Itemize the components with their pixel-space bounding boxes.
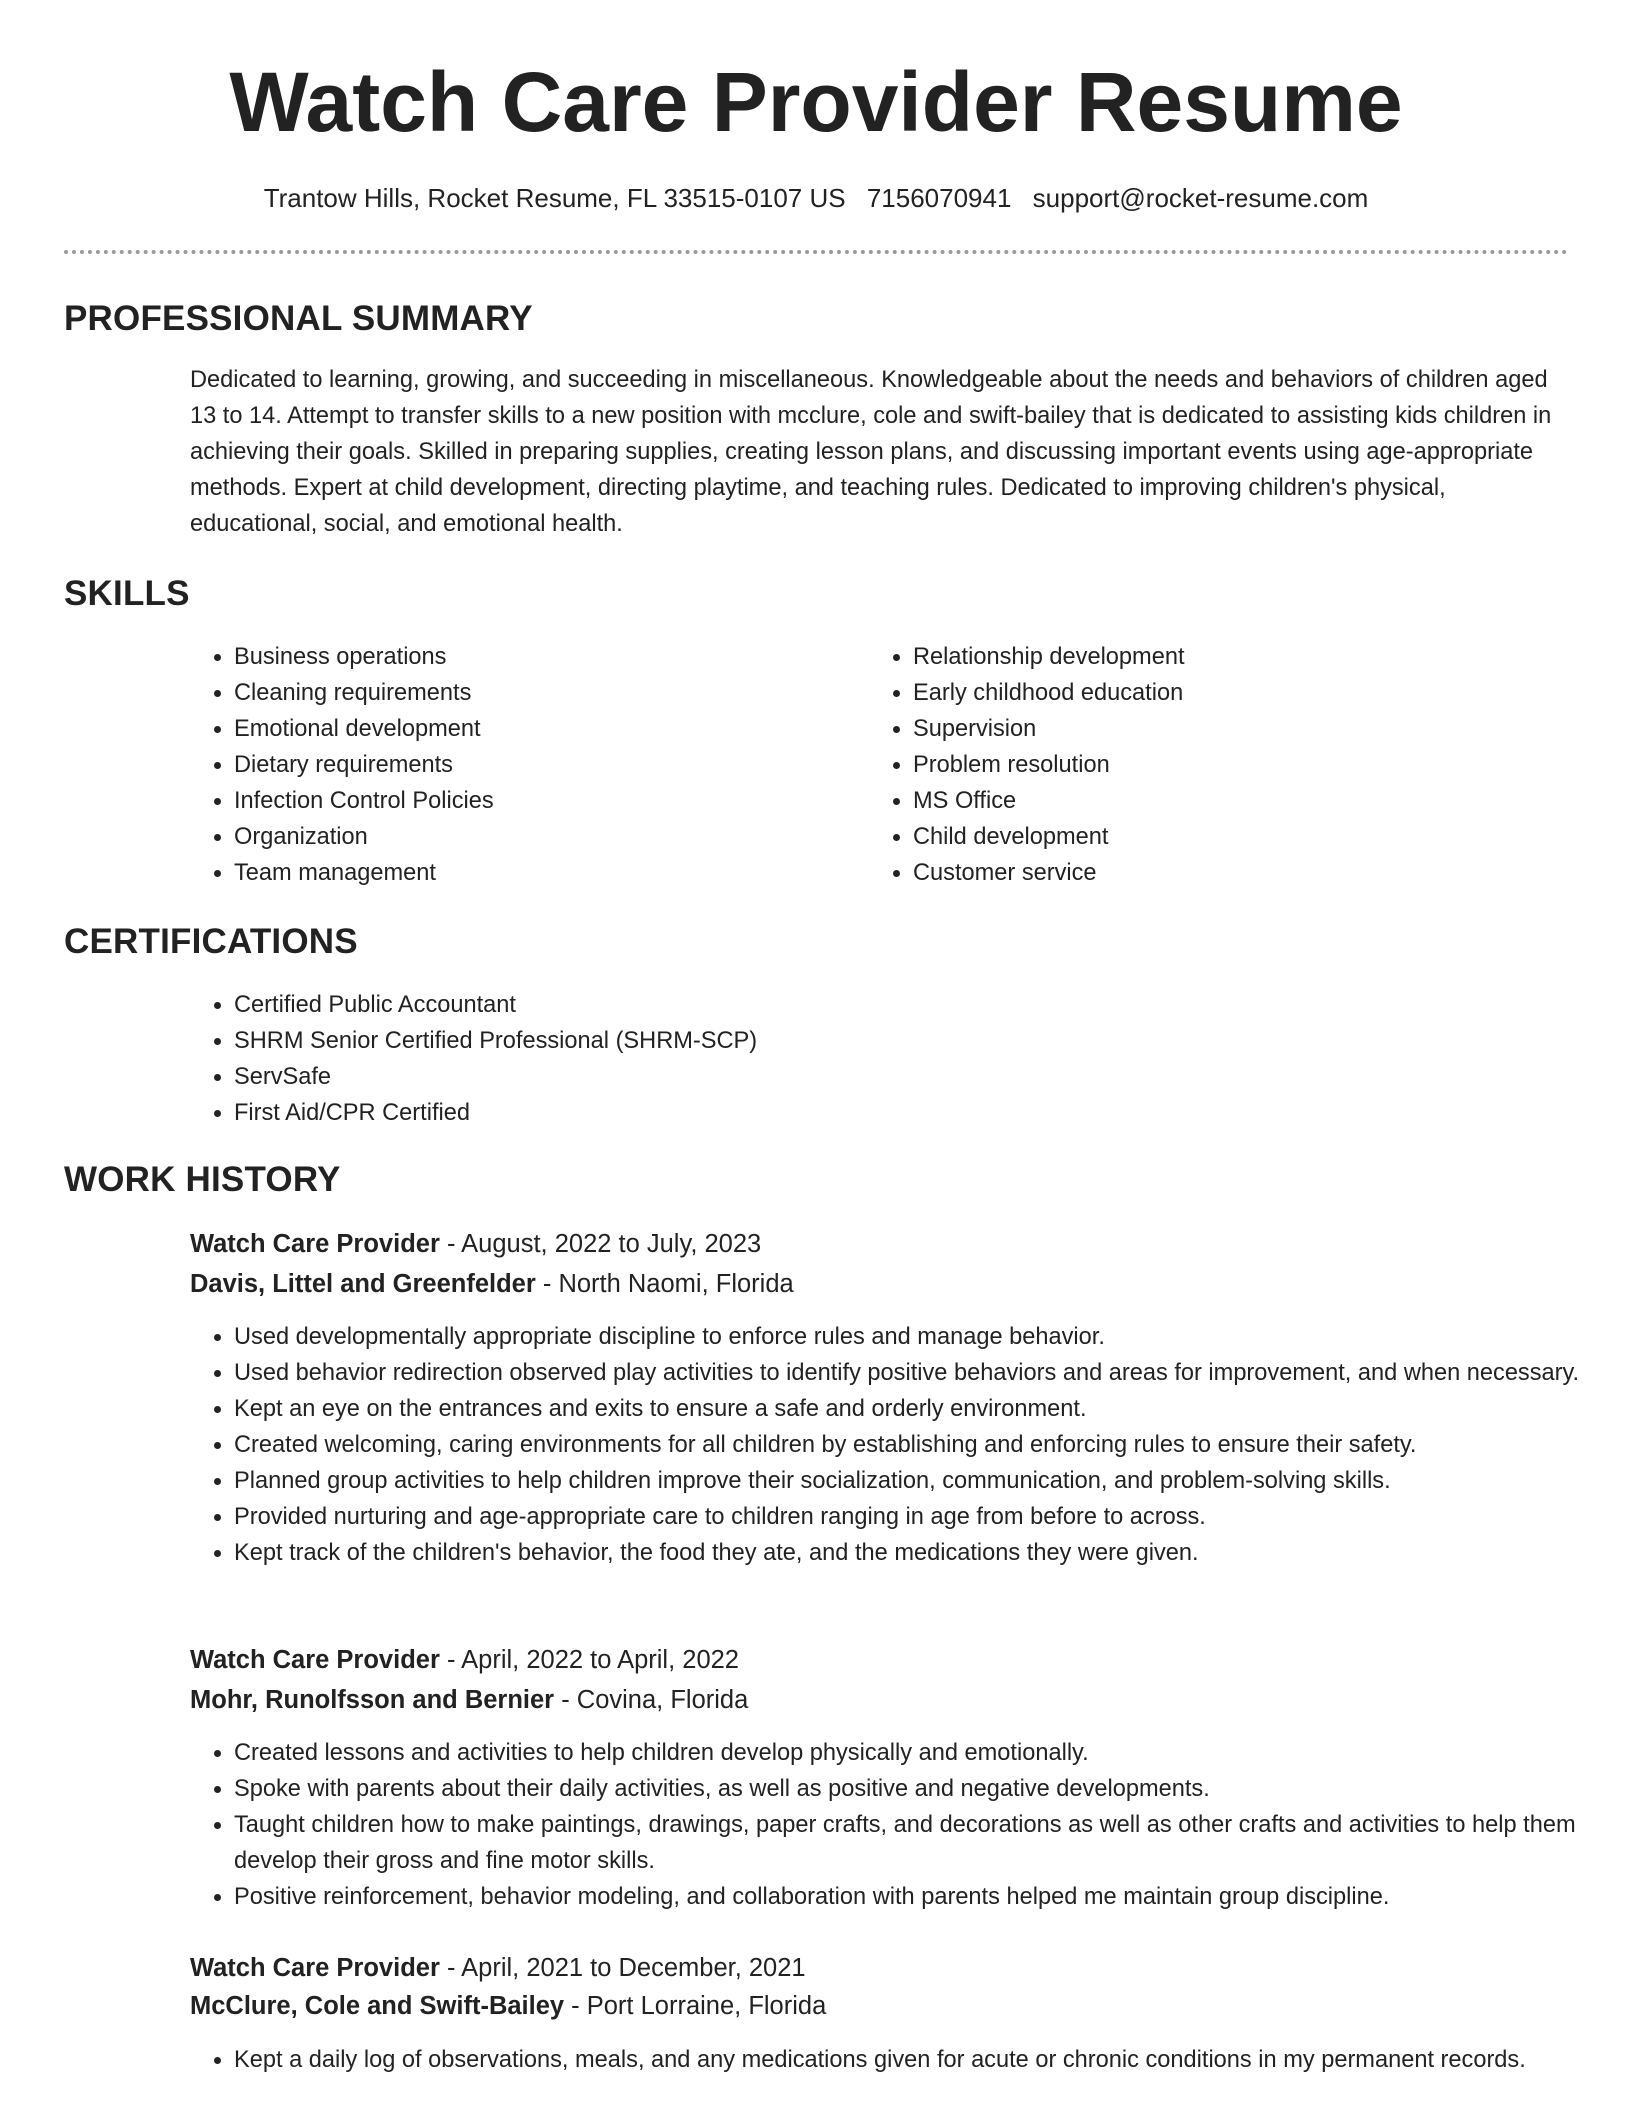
- job-company: Mohr, Runolfsson and Bernier: [190, 1686, 555, 1714]
- job-bullet: • Kept an eye on the entrances and exits to ensure a safe and orderly environment.: [234, 1391, 1604, 1427]
- skills-list-right: [869, 639, 1513, 891]
- summary-heading: PROFESSIONAL SUMMARY: [64, 299, 533, 338]
- job-location: - North Naomi, Florida: [535, 1270, 794, 1298]
- summary-text: Dedicated to learning, growing, and succeeding in miscellaneous. Knowledgeable about the needs and behaviors of children aged 13 to 14. Attempt to transfer skills to a new position with mcclure, cole and swift-bailey that is dedicated to assisting kids children in achieving their goals. Skilled in preparing supplies, creating lesson plans, and discussing important events using age-appropriate methods. Expert at child development, directing playtime, and teaching rules. Dedicated to improving children's physical, educational, social, and emotional health.: [190, 367, 1552, 537]
- skills-list-left: [190, 639, 834, 891]
- skill-item: • Relationship development: [913, 639, 1513, 675]
- skill-item: • Child development: [913, 819, 1513, 855]
- certification-item: • SHRM Senior Certified Professional (SHRM-SCP): [234, 1023, 1534, 1059]
- job-bullet: • Positive reinforcement, behavior modeling, and collaboration with parents helped me maintain group discipline.: [234, 1879, 1604, 1915]
- job-bullet: • Provided nurturing and age-appropriate care to children ranging in age from before to across.: [234, 1499, 1604, 1535]
- job-title: Watch Care Provider: [190, 1646, 440, 1674]
- skill-item: • Emotional development: [234, 711, 834, 747]
- skill-item: • Team management: [234, 855, 834, 891]
- job-dates: - April, 2022 to April, 2022: [439, 1646, 739, 1674]
- contact-line: [0, 180, 1632, 216]
- job-company-line: [190, 1266, 794, 1302]
- job-bullets: [190, 2042, 1604, 2078]
- job-title-line: [190, 1950, 806, 1986]
- skill-item: • Cleaning requirements: [234, 675, 834, 711]
- resume-title: Watch Care Provider Resume: [229, 55, 1403, 149]
- job-bullet: • Created lessons and activities to help children develop physically and emotionally.: [234, 1735, 1604, 1771]
- job-title-line: [190, 1642, 739, 1678]
- work-history-heading: WORK HISTORY: [64, 1160, 341, 1199]
- skill-item: • Business operations: [234, 639, 834, 675]
- job-bullets: [190, 1319, 1604, 1571]
- skill-item: • MS Office: [913, 783, 1513, 819]
- job-company-line: [190, 1682, 748, 1718]
- job-bullet: • Used developmentally appropriate discipline to enforce rules and manage behavior.: [234, 1319, 1604, 1355]
- contact-address: Trantow Hills, Rocket Resume, FL 33515-0107 US: [263, 183, 846, 213]
- job-bullet: • Used behavior redirection observed play activities to identify positive behaviors and areas for improvement, and when necessary.: [234, 1355, 1604, 1391]
- skill-item: • Organization: [234, 819, 834, 855]
- job-bullets: [190, 1735, 1604, 1915]
- job-bullet: • Kept track of the children's behavior, the food they ate, and the medications they were given.: [234, 1535, 1604, 1571]
- job-title: Watch Care Provider: [190, 1230, 440, 1258]
- job-bullet: • Kept a daily log of observations, meals, and any medications given for acute or chronic conditions in my permanent records.: [234, 2042, 1604, 2078]
- skill-item: • Supervision: [913, 711, 1513, 747]
- certification-item: • ServSafe: [234, 1059, 1534, 1095]
- skill-item: • Early childhood education: [913, 675, 1513, 711]
- job-company: McClure, Cole and Swift-Bailey: [190, 1992, 565, 2020]
- header-divider: [64, 250, 1568, 254]
- job-bullet: • Planned group activities to help children improve their socialization, communication, and problem-solving skills.: [234, 1463, 1604, 1499]
- job-bullet: • Taught children how to make paintings, drawings, paper crafts, and decorations as well as other crafts and activities to help them develop their gross and fine motor skills.: [234, 1807, 1604, 1879]
- skills-heading: SKILLS: [64, 574, 190, 613]
- job-company-line: [190, 1988, 826, 2024]
- certifications-list: [190, 987, 1534, 1131]
- certification-item: • Certified Public Accountant: [234, 987, 1534, 1023]
- contact-email[interactable]: support@rocket-resume.com: [1032, 183, 1369, 213]
- skill-item: • Customer service: [913, 855, 1513, 891]
- job-dates: - August, 2022 to July, 2023: [439, 1230, 762, 1258]
- skill-item: • Infection Control Policies: [234, 783, 834, 819]
- skill-item: • Dietary requirements: [234, 747, 834, 783]
- job-bullet: • Created welcoming, caring environments for all children by establishing and enforcing rules to ensure their safety.: [234, 1427, 1604, 1463]
- job-title: Watch Care Provider: [190, 1954, 440, 1982]
- certifications-heading: CERTIFICATIONS: [64, 922, 358, 961]
- certification-item: • First Aid/CPR Certified: [234, 1095, 1534, 1131]
- job-location: - Port Lorraine, Florida: [564, 1992, 827, 2020]
- job-title-line: [190, 1226, 761, 1262]
- contact-phone[interactable]: 7156070941: [866, 183, 1012, 213]
- job-dates: - April, 2021 to December, 2021: [439, 1954, 806, 1982]
- skill-item: • Problem resolution: [913, 747, 1513, 783]
- job-company: Davis, Littel and Greenfelder: [190, 1270, 536, 1298]
- job-bullet: • Spoke with parents about their daily activities, as well as positive and negative developments.: [234, 1771, 1604, 1807]
- job-location: - Covina, Florida: [554, 1686, 749, 1714]
